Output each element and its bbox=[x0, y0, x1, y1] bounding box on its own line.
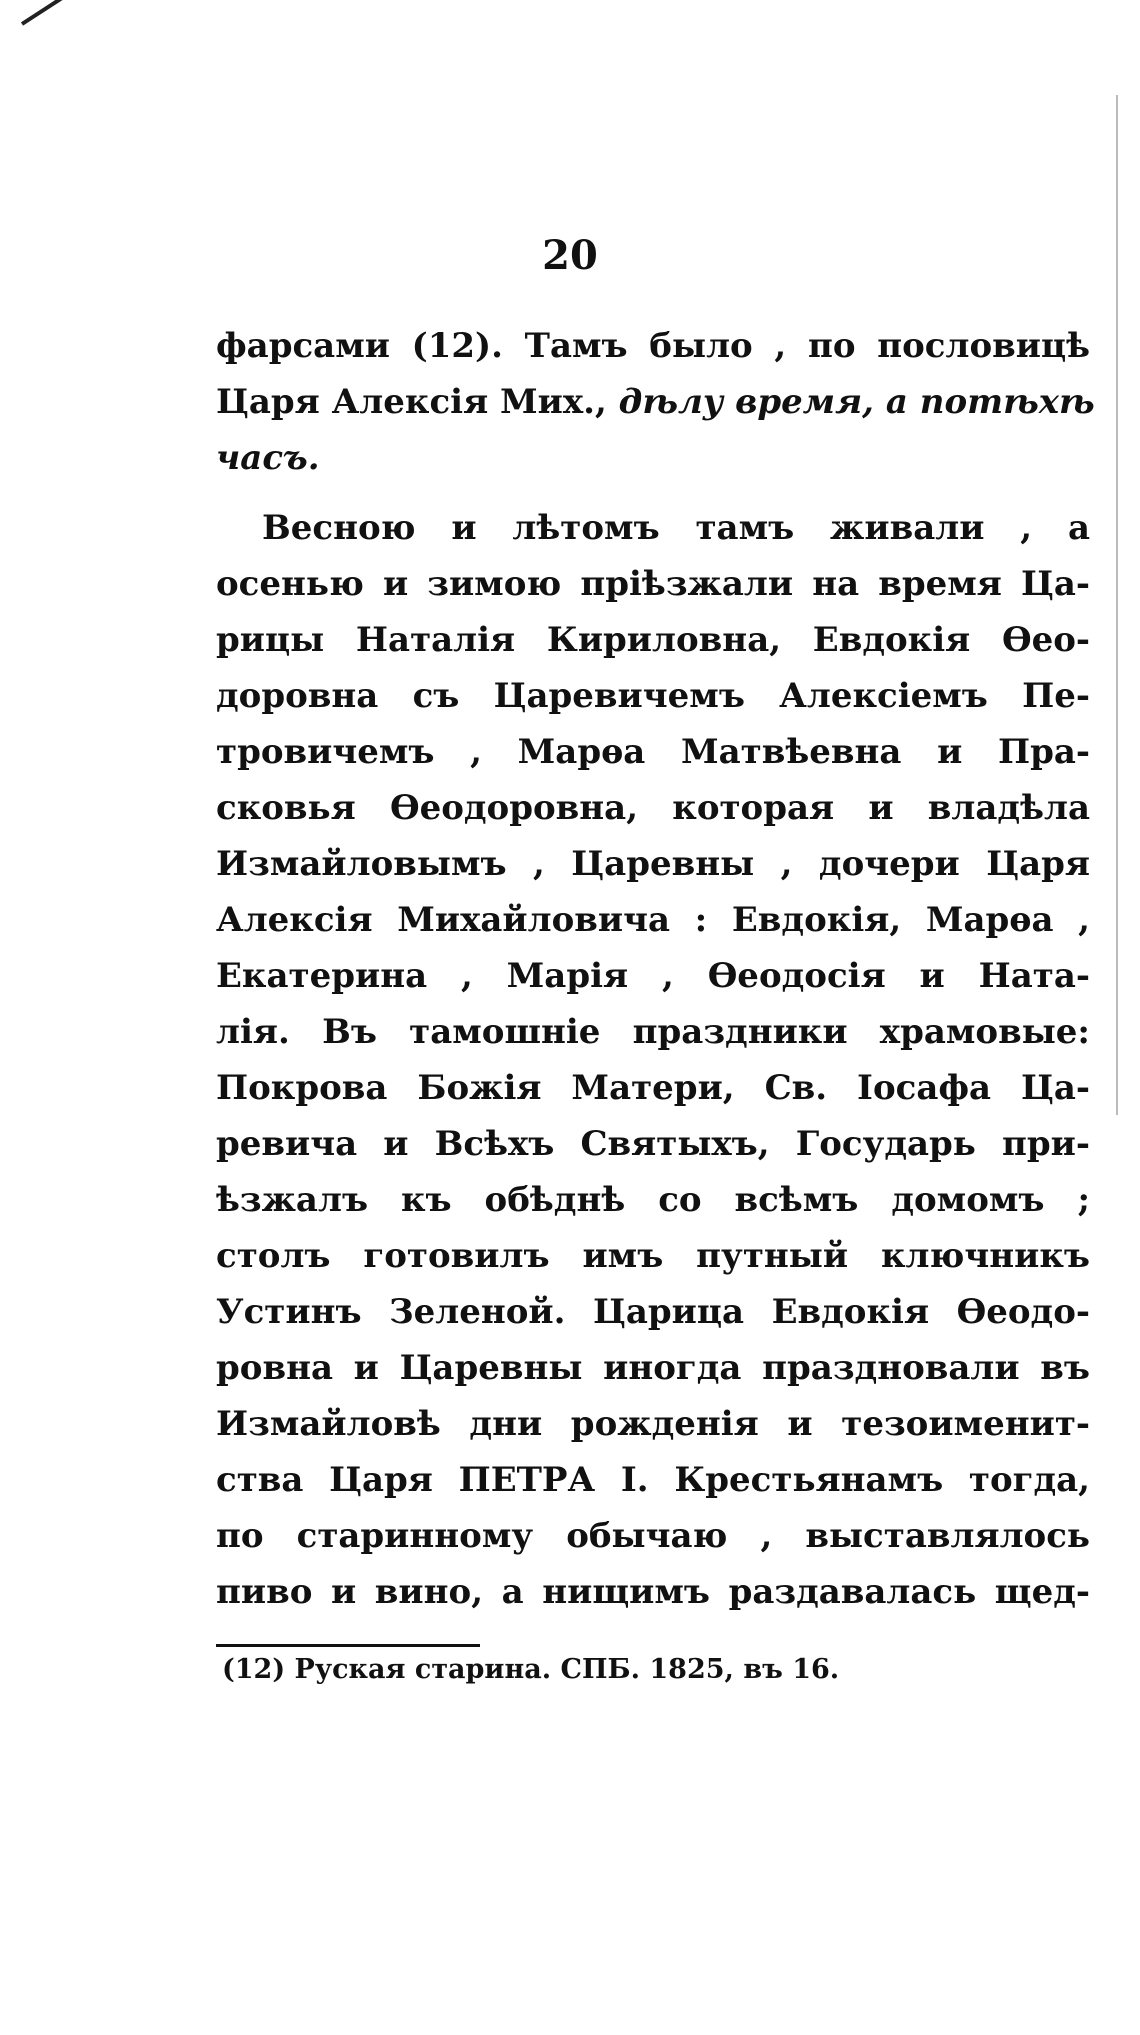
text-line: пиво и вино, а нищимъ раздавалась щед- bbox=[216, 1572, 1090, 1612]
footnote-divider bbox=[216, 1644, 480, 1647]
text-line: ревича и Всѣхъ Святыхъ, Государь при- bbox=[216, 1124, 1090, 1164]
text-line: доровна съ Царевичемъ Алексіемъ Пе- bbox=[216, 676, 1090, 716]
text-line: Измайловымъ , Царевны , дочери Царя bbox=[216, 844, 1090, 884]
text-line: тровичемъ , Марѳа Матвѣевна и Пра- bbox=[216, 732, 1090, 772]
italic-phrase: дѣлу время, а потѣхѣ bbox=[618, 382, 1095, 422]
text-line bbox=[216, 374, 1095, 430]
text-line: ѣзжалъ къ обѣднѣ со всѣмъ домомъ ; bbox=[216, 1180, 1090, 1220]
text-span: фарсами (12). Тамъ было , по пословицѣ bbox=[216, 326, 1090, 366]
text-line: Устинъ Зеленой. Царица Евдокія Ѳеодо- bbox=[216, 1292, 1090, 1332]
text-line: Измайловѣ дни рожденія и тезоименит- bbox=[216, 1404, 1090, 1444]
text-line: столъ готовилъ имъ путный ключникъ bbox=[216, 1236, 1090, 1276]
body-text bbox=[216, 318, 1095, 1620]
text-line: ства Царя ПЕТРА I. Крестьянамъ тогда, bbox=[216, 1460, 1090, 1500]
text-line: рицы Наталія Кириловна, Евдокія Ѳео- bbox=[216, 620, 1090, 660]
text-line: ровна и Царевны иногда праздновали въ bbox=[216, 1348, 1090, 1388]
text-line bbox=[216, 318, 1090, 374]
text-line: осенью и зимою пріѣзжали на время Ца- bbox=[216, 564, 1090, 604]
text-line: по старинному обычаю , выставлялось bbox=[216, 1516, 1090, 1556]
text-line: Весною и лѣтомъ тамъ живали , а bbox=[262, 508, 1090, 548]
paragraph-gap bbox=[216, 486, 1090, 500]
text-line: Покрова Божія Матери, Св. Іосафа Ца- bbox=[216, 1068, 1090, 1108]
page-number: 20 bbox=[542, 232, 598, 279]
footnote: (12) Руская старина. СПБ. 1825, въ 16. bbox=[222, 1654, 840, 1685]
text-line bbox=[216, 430, 1090, 486]
text-span: Царя Алексія Мих., bbox=[216, 382, 619, 422]
italic-phrase: часъ. bbox=[216, 438, 320, 478]
text-line: Алексія Михайловича : Евдокія, Марѳа , bbox=[216, 900, 1090, 940]
text-line: сковья Ѳеодоровна, которая и владѣла bbox=[216, 788, 1090, 828]
text-line: лія. Въ тамошніе праздники храмовые: bbox=[216, 1012, 1090, 1052]
scan-corner-mark bbox=[21, 0, 99, 26]
text-line: Екатерина , Марія , Ѳеодосія и Ната- bbox=[216, 956, 1090, 996]
